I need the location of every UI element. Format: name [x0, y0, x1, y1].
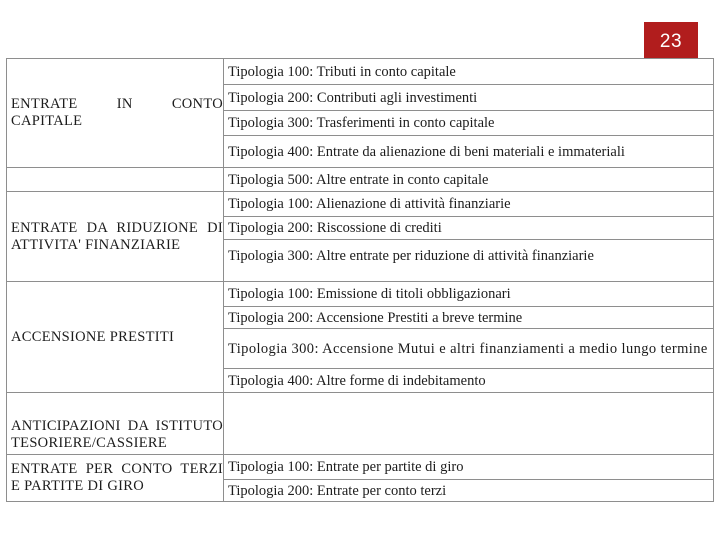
type-cell: Tipologia 400: Altre forme di indebitamento [224, 369, 714, 393]
category-label: ACCENSIONE PRESTITI [11, 328, 175, 345]
type-cell: Tipologia 100: Emissione di titoli obbligazionari [224, 282, 714, 307]
type-cell: Tipologia 100: Entrate per partite di giro [224, 455, 714, 480]
table-row [7, 393, 714, 455]
category-label: ENTRATE DA RIDUZIONE DI ATTIVITA' FINANZIARIE [11, 219, 223, 253]
table-row [7, 59, 714, 85]
type-cell: Tipologia 300: Accensione Mutui e altri finanziamenti a medio lungo termine [224, 329, 714, 369]
table-row [7, 168, 714, 192]
table-row [7, 455, 714, 480]
category-cell [7, 282, 224, 393]
type-cell: Tipologia 300: Trasferimenti in conto capitale [224, 111, 714, 136]
category-cell [7, 455, 224, 502]
type-cell: Tipologia 400: Entrate da alienazione di beni materiali e immateriali [224, 136, 714, 168]
table-row [7, 192, 714, 217]
empty-type-cell [224, 393, 714, 455]
page-number-badge: 23 [644, 22, 698, 58]
category-label: ENTRATE IN CONTO CAPITALE [11, 96, 223, 129]
revenue-classification-table [6, 58, 714, 502]
type-cell: Tipologia 100: Tributi in conto capitale [224, 59, 714, 85]
category-cell-continued [7, 168, 224, 192]
type-cell: Tipologia 500: Altre entrate in conto capitale [224, 168, 714, 192]
table-row [7, 282, 714, 307]
revenue-table-container [6, 58, 714, 516]
category-cell [7, 59, 224, 168]
type-cell: Tipologia 100: Alienazione di attività finanziarie [224, 192, 714, 217]
type-cell: Tipologia 200: Riscossione di crediti [224, 217, 714, 240]
type-cell: Tipologia 200: Accensione Prestiti a breve termine [224, 307, 714, 329]
category-label: ANTICIPAZIONI DA ISTITUTO TESORIERE/CASSIERE [11, 418, 223, 451]
type-cell: Tipologia 300: Altre entrate per riduzione di attività finanziarie [224, 240, 714, 282]
category-cell [7, 192, 224, 282]
category-label: ENTRATE PER CONTO TERZI E PARTITE DI GIRO [11, 461, 223, 494]
type-cell: Tipologia 200: Contributi agli investimenti [224, 85, 714, 111]
type-cell: Tipologia 200: Entrate per conto terzi [224, 480, 714, 502]
category-cell [7, 393, 224, 455]
